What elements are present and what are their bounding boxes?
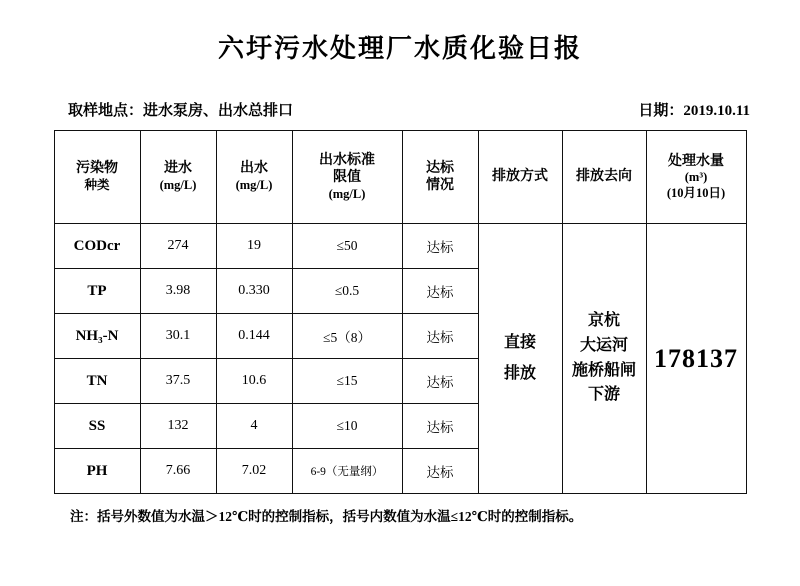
table-body [54,224,746,494]
column-header-effluent-label: 出水 [240,161,268,177]
destination-line1: 京杭 [587,311,620,329]
column-header-standard-line2: 限值 [333,170,361,186]
column-header-discharge-destination-label: 排放去向 [576,169,632,185]
column-header-standard-unit: (mg/L) [328,186,366,201]
column-header-standard-line1: 出水标准 [319,152,375,168]
cell-influent: 30.1 [140,314,216,359]
cell-compliance: 达标 [402,224,478,269]
cell-standard: ≤10 [292,404,402,449]
cell-standard: ≤15 [292,359,402,404]
cell-effluent: 10.6 [216,359,292,404]
report-date: 日期：2019.10.11 [638,103,750,119]
cell-compliance: 达标 [402,269,478,314]
table-header [54,131,746,224]
cell-influent: 37.5 [140,359,216,404]
cell-standard: ≤0.5 [292,269,402,314]
cell-influent: 132 [140,404,216,449]
destination-line2: 大运河 [579,336,628,354]
column-header-effluent [216,131,292,224]
column-header-treated-volume-line1: 处理水量 [668,153,724,169]
column-header-compliance-line1: 达标 [426,160,454,176]
column-header-discharge-method [478,131,562,224]
cell-standard: ≤5（8） [292,314,402,359]
destination-line3: 施桥船闸 [571,361,636,379]
cell-pollutant: TN [54,359,140,404]
cell-compliance: 达标 [402,314,478,359]
column-header-compliance-line2: 情况 [426,178,454,193]
table-row [54,224,746,269]
cell-influent: 7.66 [140,449,216,494]
cell-pollutant: NH₃-N [54,314,140,359]
cell-effluent: 0.144 [216,314,292,359]
meta-row [24,99,776,120]
column-header-influent-unit: (mg/L) [159,177,197,192]
column-header-treated-volume [646,131,746,224]
column-header-treated-volume-unit: (m³) [684,170,708,185]
cell-compliance: 达标 [402,404,478,449]
cell-pollutant: TP [54,269,140,314]
footnote: 注：括号外数值为水温＞12℃时的控制指标，括号内数值为水温≤12℃时的控制指标。 [70,509,583,524]
cell-effluent: 0.330 [216,269,292,314]
column-header-compliance [402,131,478,224]
cell-standard: ≤50 [292,224,402,269]
discharge-method-line2: 排放 [503,364,536,382]
cell-discharge-destination [562,224,646,494]
cell-treated-volume: 178137 [646,224,746,494]
cell-pollutant: SS [54,404,140,449]
column-header-pollutant-line1: 污染物 [76,161,118,177]
cell-discharge-method [478,224,562,494]
cell-effluent: 4 [216,404,292,449]
column-header-effluent-unit: (mg/L) [235,177,273,192]
column-header-standard [292,131,402,224]
sampling-location: 取样地点：进水泵房、出水总排口 [68,103,294,119]
column-header-treated-volume-date: (10月10日) [666,185,726,200]
cell-effluent: 19 [216,224,292,269]
cell-compliance: 达标 [402,359,478,404]
cell-compliance: 达标 [402,449,478,494]
water-quality-table [54,130,747,494]
discharge-method-line1: 直接 [503,334,536,352]
report-page [0,28,800,586]
column-header-influent-label: 进水 [164,161,192,177]
column-header-discharge-method-label: 排放方式 [492,169,548,185]
column-header-discharge-destination [562,131,646,224]
column-header-influent [140,131,216,224]
cell-influent: 3.98 [140,269,216,314]
page-title: 六圩污水处理厂水质化验日报 [217,34,582,63]
cell-pollutant: PH [54,449,140,494]
cell-standard: 6-9（无量纲） [292,449,402,494]
cell-pollutant: CODcr [54,224,140,269]
cell-influent: 274 [140,224,216,269]
cell-effluent: 7.02 [216,449,292,494]
column-header-pollutant [54,131,140,224]
table-header-row [54,131,746,224]
column-header-pollutant-line2: 种类 [84,177,110,192]
destination-line4: 下游 [587,386,620,404]
